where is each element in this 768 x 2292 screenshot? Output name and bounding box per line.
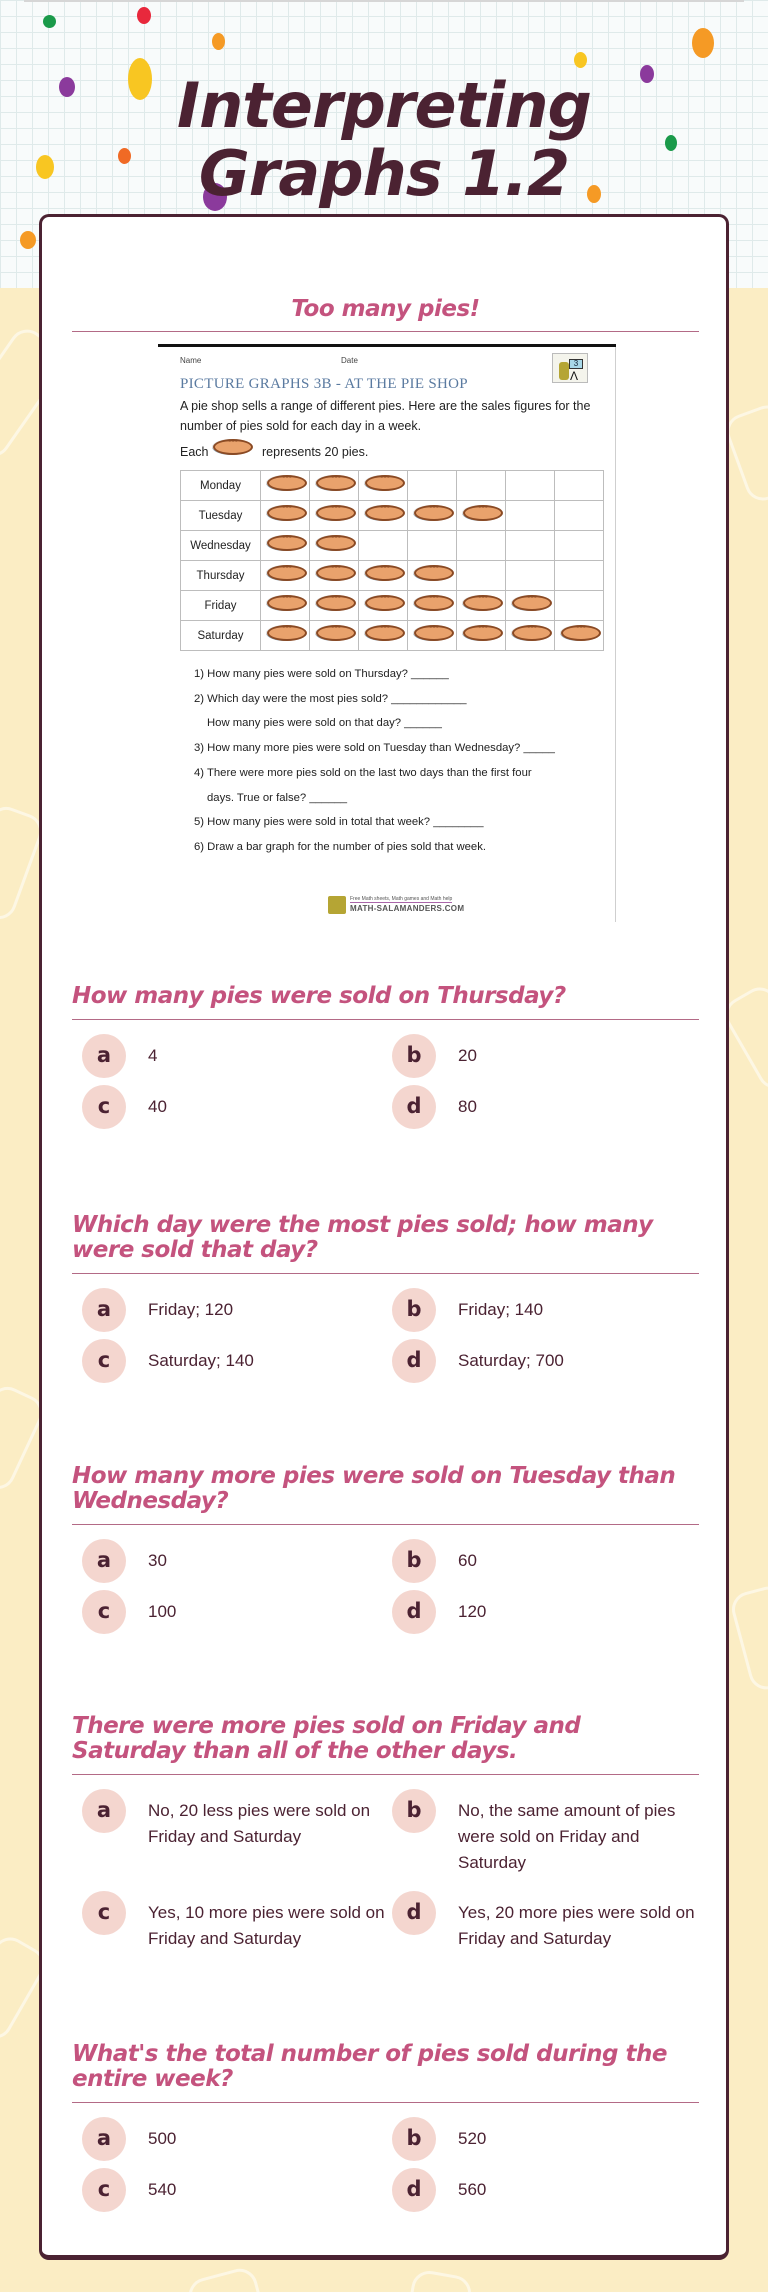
graph-cell [555, 501, 604, 531]
answer-options [72, 1539, 699, 1639]
question-1 [72, 984, 699, 1134]
worksheet-question: 2) Which day were the most pies sold? ____________ [194, 692, 467, 705]
option-letter-badge: b [392, 1539, 436, 1583]
question-title: How many pies were sold on Thursday? [72, 983, 566, 1009]
graph-cell [310, 531, 359, 561]
graph-cell [555, 591, 604, 621]
pie-icon [364, 475, 402, 491]
doodle-cup-icon [406, 2268, 474, 2292]
option-a[interactable] [82, 2117, 392, 2161]
intro-section [72, 297, 699, 332]
pie-icon [315, 565, 353, 581]
option-letter-badge: c [82, 1891, 126, 1935]
pie-icon [212, 439, 250, 455]
question-5 [72, 2042, 699, 2217]
option-c[interactable] [82, 1590, 392, 1634]
pie-icon [413, 565, 451, 581]
graph-cell [261, 591, 310, 621]
worksheet-top-bar [158, 344, 616, 347]
footer-site: MATH-SALAMANDERS.COM [350, 904, 465, 913]
option-letter-badge: c [82, 1085, 126, 1129]
question-divider [72, 1019, 699, 1020]
graph-row [181, 501, 604, 531]
pie-icon [315, 595, 353, 611]
option-letter-badge: c [82, 1339, 126, 1383]
option-text: Friday; 120 [148, 1300, 234, 1319]
graph-day-label: Saturday [181, 621, 261, 651]
graph-cell [408, 591, 457, 621]
graph-cell [408, 531, 457, 561]
option-a[interactable] [82, 1789, 392, 1850]
pie-icon [266, 625, 304, 641]
salamander-logo-icon: 3 Λ [552, 353, 588, 383]
option-letter-badge: b [392, 1288, 436, 1332]
graph-day-label: Tuesday [181, 501, 261, 531]
question-divider [72, 1774, 699, 1775]
option-letter-badge: a [82, 1034, 126, 1078]
worksheet-question: 5) How many pies were sold in total that week? ________ [194, 816, 484, 829]
option-text: 500 [148, 2129, 177, 2148]
paint-splat-icon [137, 7, 151, 24]
option-text: Saturday; 140 [148, 1351, 254, 1370]
page-title [0, 69, 768, 210]
graph-cell [408, 621, 457, 651]
pie-icon [364, 565, 402, 581]
doodle-book-icon [728, 1583, 768, 1694]
option-b[interactable] [392, 1034, 702, 1078]
question-title: There were more pies sold on Friday and Saturday than all of the other days. [72, 1713, 581, 1764]
paint-splat-icon [43, 15, 56, 28]
graph-cell [310, 501, 359, 531]
graph-cell [261, 501, 310, 531]
pie-icon [266, 565, 304, 581]
pie-icon [413, 505, 451, 521]
graph-cell [310, 621, 359, 651]
graph-cell [359, 621, 408, 651]
question-divider [72, 1524, 699, 1525]
pie-icon [364, 625, 402, 641]
graph-cell [261, 471, 310, 501]
question-divider [72, 1273, 699, 1274]
option-text: 540 [148, 2180, 177, 2199]
graph-day-label: Monday [181, 471, 261, 501]
quiz-card [39, 214, 729, 2260]
picture-graph-table [180, 470, 604, 651]
pie-icon [462, 505, 500, 521]
option-text: Yes, 20 more pies were sold on Friday and Saturday [458, 1903, 695, 1948]
graph-cell [457, 531, 506, 561]
pie-icon [364, 595, 402, 611]
option-b[interactable] [392, 1789, 702, 1876]
graph-cell [555, 531, 604, 561]
option-b[interactable] [392, 1539, 702, 1583]
option-d[interactable] [392, 1339, 702, 1383]
answer-options [72, 2117, 699, 2217]
graph-row [181, 561, 604, 591]
option-text: No, 20 less pies were sold on Friday and Saturday [148, 1801, 371, 1846]
worksheet-question: 6) Draw a bar graph for the number of pies sold that week. [194, 840, 486, 853]
graph-cell [359, 471, 408, 501]
graph-cell [359, 591, 408, 621]
worksheet-key [180, 445, 369, 459]
graph-cell [506, 471, 555, 501]
pie-icon [266, 505, 304, 521]
graph-cell [506, 591, 555, 621]
pie-icon [315, 625, 353, 641]
option-b[interactable] [392, 1288, 702, 1332]
option-text: 4 [148, 1046, 158, 1065]
option-a[interactable] [82, 1034, 392, 1078]
pie-icon [511, 595, 549, 611]
graph-cell [261, 561, 310, 591]
graph-cell [359, 501, 408, 531]
option-text: 80 [458, 1097, 477, 1116]
graph-cell [310, 471, 359, 501]
worksheet-name-label: Name [180, 356, 202, 365]
pie-icon [560, 625, 598, 641]
graph-cell [555, 561, 604, 591]
option-text: Friday; 140 [458, 1300, 544, 1319]
worksheet-question: days. True or false? ______ [207, 791, 348, 804]
option-c[interactable] [82, 2168, 392, 2212]
pie-icon [462, 595, 500, 611]
paint-splat-icon [574, 52, 587, 68]
option-text: 120 [458, 1602, 487, 1621]
page-title-line2: Graphs 1.2 [198, 137, 570, 210]
top-divider [24, 0, 744, 2]
option-letter-badge: b [392, 1034, 436, 1078]
option-c[interactable] [82, 1085, 392, 1129]
option-letter-badge: b [392, 1789, 436, 1833]
question-title: What's the total number of pies sold during the entire week? [72, 2041, 667, 2092]
graph-day-label: Friday [181, 591, 261, 621]
option-text: Saturday; 700 [458, 1351, 564, 1370]
graph-cell [408, 501, 457, 531]
pie-icon [364, 505, 402, 521]
graph-cell [506, 561, 555, 591]
question-2 [72, 1213, 699, 1388]
graph-day-label: Thursday [181, 561, 261, 591]
pie-icon [315, 505, 353, 521]
answer-options [72, 1034, 699, 1134]
worksheet-image [158, 344, 616, 922]
option-text: 30 [148, 1551, 167, 1570]
page-title-line1: Interpreting [177, 69, 591, 142]
option-text: 520 [458, 2129, 487, 2148]
pie-icon [413, 595, 451, 611]
graph-row [181, 621, 604, 651]
option-d[interactable] [392, 1891, 702, 1952]
pie-icon [315, 535, 353, 551]
worksheet-question: 3) How many more pies were sold on Tuesday than Wednesday? _____ [194, 742, 555, 755]
graph-cell [408, 561, 457, 591]
worksheet-question: How many pies were sold on that day? ______ [207, 717, 442, 730]
option-letter-badge: d [392, 1891, 436, 1935]
option-letter-badge: b [392, 2117, 436, 2161]
worksheet-footer-logo [328, 896, 465, 914]
graph-row [181, 531, 604, 561]
pie-icon [462, 625, 500, 641]
paint-splat-icon [212, 33, 225, 50]
option-a[interactable] [82, 1288, 392, 1332]
option-letter-badge: a [82, 1288, 126, 1332]
graph-cell [261, 621, 310, 651]
pie-icon [266, 475, 304, 491]
graph-cell [457, 501, 506, 531]
question-4 [72, 1714, 699, 1969]
doodle-pencil-icon [185, 2265, 266, 2292]
graph-cell [408, 471, 457, 501]
graph-day-label: Wednesday [181, 531, 261, 561]
pie-icon [266, 595, 304, 611]
pie-icon [266, 535, 304, 551]
graph-row [181, 471, 604, 501]
graph-cell [310, 591, 359, 621]
option-text: 100 [148, 1602, 177, 1621]
option-b[interactable] [392, 2117, 702, 2161]
question-divider [72, 2102, 699, 2103]
worksheet-questions [194, 662, 555, 860]
option-letter-badge: d [392, 1085, 436, 1129]
answer-options [72, 1789, 699, 1969]
question-title: How many more pies were sold on Tuesday than Wednesday? [72, 1463, 676, 1514]
worksheet-question: 1) How many pies were sold on Thursday? ______ [194, 668, 449, 680]
option-letter-badge: a [82, 1789, 126, 1833]
option-letter-badge: a [82, 2117, 126, 2161]
option-text: No, the same amount of pies were sold on Friday and Saturday [458, 1801, 676, 1872]
option-d[interactable] [392, 1085, 702, 1129]
key-each-label: Each [180, 445, 209, 459]
worksheet-intro: A pie shop sells a range of different pies. Here are the sales figures for the number of pies sold for each day in a week. [180, 399, 591, 433]
worksheet-question: 4) There were more pies sold on the last two days than the first four [194, 766, 532, 779]
graph-cell [261, 531, 310, 561]
option-d[interactable] [392, 2168, 702, 2212]
question-title: Which day were the most pies sold; how many were sold that day? [72, 1212, 653, 1263]
graph-cell [457, 591, 506, 621]
graph-cell [555, 471, 604, 501]
paint-splat-icon [692, 28, 714, 58]
option-d[interactable] [392, 1590, 702, 1634]
graph-cell [359, 561, 408, 591]
intro-title: Too many pies! [291, 296, 480, 322]
answer-options [72, 1288, 699, 1388]
option-letter-badge: c [82, 1590, 126, 1634]
option-text: Yes, 10 more pies were sold on Friday and Saturday [148, 1903, 385, 1948]
key-represents-label: represents 20 pies. [262, 445, 369, 459]
option-text: 20 [458, 1046, 477, 1065]
graph-cell [506, 621, 555, 651]
paint-splat-icon [20, 231, 36, 249]
question-3 [72, 1464, 699, 1639]
option-c[interactable] [82, 1339, 392, 1383]
option-c[interactable] [82, 1891, 392, 1952]
graph-cell [506, 531, 555, 561]
option-letter-badge: a [82, 1539, 126, 1583]
salamander-logo-icon [328, 896, 346, 914]
option-letter-badge: d [392, 2168, 436, 2212]
pie-icon [315, 475, 353, 491]
pie-icon [511, 625, 549, 641]
graph-cell [457, 561, 506, 591]
option-text: 560 [458, 2180, 487, 2199]
graph-cell [457, 621, 506, 651]
graph-cell [359, 531, 408, 561]
graph-row [181, 591, 604, 621]
title-divider [72, 331, 699, 332]
graph-cell [457, 471, 506, 501]
worksheet-date-label: Date [341, 356, 358, 365]
graph-cell [506, 501, 555, 531]
worksheet-heading: PICTURE GRAPHS 3B - AT THE PIE SHOP [180, 376, 468, 392]
option-letter-badge: d [392, 1590, 436, 1634]
graph-cell [555, 621, 604, 651]
option-text: 60 [458, 1551, 477, 1570]
pie-icon [413, 625, 451, 641]
option-letter-badge: c [82, 2168, 126, 2212]
graph-cell [310, 561, 359, 591]
option-letter-badge: d [392, 1339, 436, 1383]
footer-tagline: Free Math sheets, Math games and Math help [350, 896, 453, 902]
option-a[interactable] [82, 1539, 392, 1583]
option-text: 40 [148, 1097, 167, 1116]
